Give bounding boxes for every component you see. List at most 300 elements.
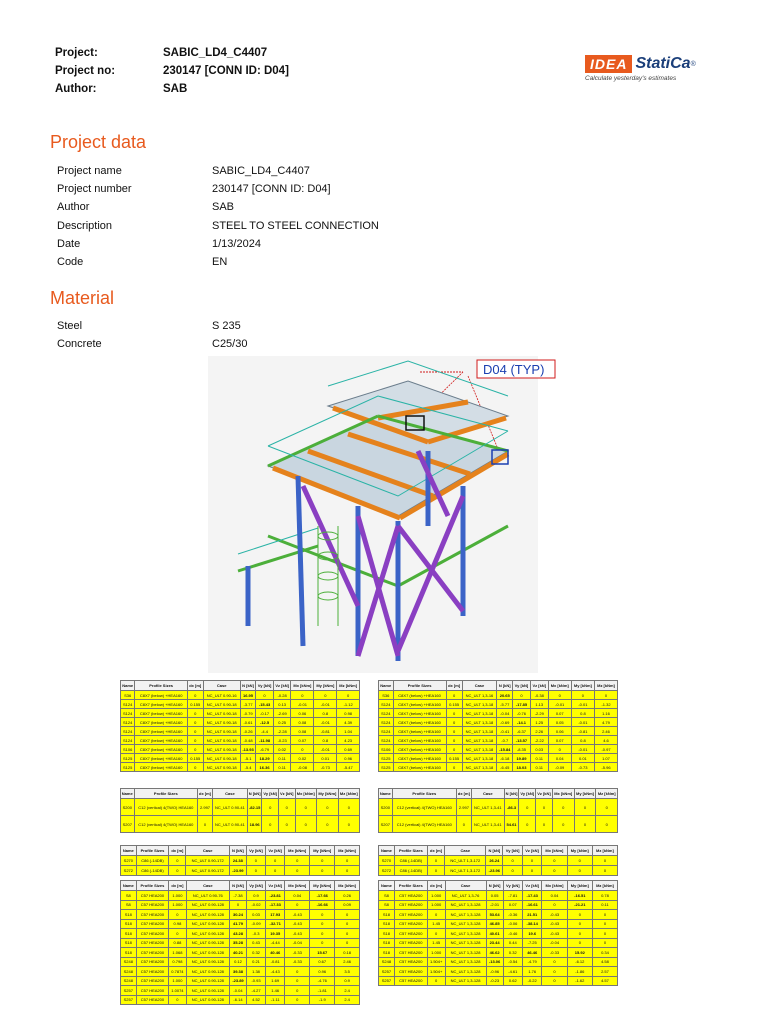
table-cell: C57 HEA200 (136, 910, 169, 920)
column-header: Mz [kNm] (596, 789, 618, 799)
table-cell: -5.47 (337, 763, 360, 772)
table-cell: 0.04 (285, 891, 310, 901)
table-cell: S272 (121, 866, 137, 876)
table-cell: -0.76 (513, 709, 531, 718)
table-cell: S18 (379, 929, 395, 939)
table-row (379, 816, 618, 833)
table-cell: NC_ULT 0.90-18 (203, 700, 240, 709)
project-data-row (57, 162, 379, 180)
table-cell: S18 (121, 938, 137, 948)
table-cell: 2.26 (530, 727, 548, 736)
table-cell: 0.02 (273, 745, 291, 754)
column-header: My [kNm] (310, 846, 335, 856)
table-cell: 0.44 (503, 938, 522, 948)
table-cell: -32.71 (266, 919, 285, 929)
table-row (379, 976, 618, 986)
table-cell: -23.96 (486, 866, 503, 876)
table-cell: -0.17 (256, 709, 274, 718)
column-header: N [kN] (486, 881, 503, 891)
table-cell: -4.43 (266, 967, 285, 977)
table-cell: -0.04 (230, 986, 247, 996)
table-cell: S124 (379, 709, 394, 718)
table-cell: 0 (552, 816, 574, 833)
table-cell: 0 (503, 866, 523, 876)
table-cell: 0.09 (335, 900, 360, 910)
table-cell: NC_ULT 1,3-128 (445, 929, 486, 939)
table-cell: 46.46 (523, 948, 542, 958)
material-label: Concrete (57, 338, 102, 351)
table-cell: C57 HEA200 (394, 976, 427, 986)
table-cell: 1.000 (427, 900, 445, 910)
table-cell: S125 (121, 754, 135, 763)
table-row (379, 856, 618, 866)
table-cell: -0.02 (246, 900, 265, 910)
column-header: Name (121, 681, 135, 691)
table-cell: 0.98 (169, 919, 186, 929)
table-cell: 0.98 (337, 709, 360, 718)
table-cell: 18.03 (513, 763, 531, 772)
table-cell: -1.62 (567, 976, 592, 986)
table-cell: -1.86 (567, 967, 592, 977)
table-cell: NC_ULT 1,3-18 (462, 736, 497, 745)
table-cell: 4.23 (337, 736, 360, 745)
table-cell: 0 (542, 967, 567, 977)
table-cell: -0.61 (240, 718, 255, 727)
table-cell: 0 (295, 799, 317, 816)
table-cell: -14.1 (513, 718, 531, 727)
table-row (379, 718, 618, 727)
column-header: Profile Sizes (135, 681, 188, 691)
table-cell: 0 (522, 866, 541, 876)
column-header: Profile Sizes (136, 881, 169, 891)
table-cell: 46.85 (486, 919, 503, 929)
table-cell: 0.12 (230, 957, 247, 967)
table-cell: 35.28 (230, 938, 247, 948)
table-cell: 0.07 (291, 736, 314, 745)
table-cell: 0 (427, 929, 445, 939)
table-cell: 0 (317, 799, 339, 816)
table-cell: 0 (187, 736, 203, 745)
table-cell: 0 (542, 866, 567, 876)
table-cell: 0 (310, 856, 335, 866)
material-heading: Material (50, 288, 115, 308)
table-cell: 1.45 (427, 938, 445, 948)
table-cell: -5.4 (240, 763, 255, 772)
table-cell: S124 (379, 736, 394, 745)
table-cell: 0.9 (246, 891, 265, 901)
column-header: N [kN] (497, 681, 513, 691)
table-cell: 0 (595, 691, 618, 700)
table-cell: 2.46 (595, 727, 618, 736)
table-cell: C8X7 (below) +HEA160 (393, 754, 446, 763)
column-header: My [kNm] (317, 789, 339, 799)
table-cell: 2.997 (198, 799, 213, 816)
table-cell: 0 (335, 938, 360, 948)
table-cell: NC_ULT 0.90-18 (203, 718, 240, 727)
table-cell: C8X7 (below) +HEA160 (393, 763, 446, 772)
author-value: SAB (163, 83, 188, 95)
table-row (379, 700, 618, 709)
forces-table (378, 880, 618, 986)
table-cell: 15.92 (567, 948, 592, 958)
column-header: My [kNm] (574, 789, 596, 799)
table-cell: 0.96 (310, 967, 335, 977)
column-header: Name (379, 789, 393, 799)
table-cell: -0.23 (486, 976, 503, 986)
table-cell: 0 (256, 691, 274, 700)
table-cell: -6.18 (497, 754, 513, 763)
table-cell: S8 (379, 891, 395, 901)
table-cell: C57 HEA200 (394, 938, 427, 948)
table-cell: -17.33 (266, 900, 285, 910)
table-cell: S248 (121, 957, 137, 967)
logo-mark: IDEA (585, 55, 632, 73)
table-cell: -16.66 (310, 900, 335, 910)
table-cell: 0 (246, 856, 265, 866)
project-data-value: EN (212, 256, 228, 269)
table-cell: 4.57 (592, 976, 617, 986)
table-cell: 0 (278, 799, 295, 816)
table-cell: 40.21 (230, 948, 247, 958)
author-label: Author: (55, 83, 97, 95)
table-cell: -0.09 (246, 919, 265, 929)
table-cell: 0.08 (291, 727, 314, 736)
forces-table (120, 788, 360, 833)
table-cell: 0 (285, 986, 310, 996)
table-cell: 1.04 (337, 727, 360, 736)
table-row (121, 957, 360, 967)
table-cell: 39.38 (230, 967, 247, 977)
table-cell: C57 HEA200 (394, 929, 427, 939)
table-row (121, 938, 360, 948)
table-row (121, 754, 360, 763)
column-header: Case (462, 681, 497, 691)
table-cell: -6.12 (567, 957, 592, 967)
table-row (121, 856, 360, 866)
table-cell: 0 (446, 718, 462, 727)
table-cell: 0 (338, 799, 359, 816)
table-cell: S106 (121, 745, 135, 754)
table-cell: 0 (187, 718, 203, 727)
table-cell: -0.06 (503, 919, 522, 929)
column-header: Vz [kN] (522, 846, 541, 856)
table-cell: 0.155 (446, 754, 462, 763)
table-cell: 0.67 (310, 957, 335, 967)
column-header: Case (471, 789, 504, 799)
table-cell: -17.85 (513, 700, 531, 709)
table-cell: S36 (121, 691, 135, 700)
table-cell: 0.07 (548, 736, 571, 745)
table-cell: -0.46 (503, 929, 522, 939)
table-cell: 0.05 (486, 891, 503, 901)
table-cell: 0 (291, 691, 314, 700)
column-header: Name (379, 846, 395, 856)
table-cell: -0.36 (503, 910, 522, 920)
table-cell: C8X7 (below) +HEA160 (135, 745, 188, 754)
table-row (379, 727, 618, 736)
table-cell: -0.01 (314, 700, 337, 709)
table-cell: 1.0074 (169, 986, 186, 996)
table-cell: C57 HEA200 (136, 891, 169, 901)
table-cell: C8X7 (below) +HEA160 (393, 709, 446, 718)
table-header-row (379, 881, 618, 891)
table-cell: C57 HEA200 (136, 948, 169, 958)
table-header-row (121, 789, 360, 799)
table-cell: NC_ULT 0.90-16 (203, 691, 240, 700)
table-cell: -2.69 (273, 709, 291, 718)
table-cell: NC_ULT 1,3-172 (445, 866, 486, 876)
table-cell: -0.33 (285, 957, 310, 967)
column-header: Profile Sizes (394, 846, 427, 856)
table-cell: S270 (121, 856, 137, 866)
table-cell: C8X7 (below) +HEA160 (135, 727, 188, 736)
table-cell: NC_ULT 1,3-18 (462, 763, 497, 772)
table-cell: 2.997 (456, 799, 471, 816)
logo-tagline: Calculate yesterday's estimates (585, 75, 677, 82)
column-header: Profile Sizes (392, 789, 456, 799)
project-value: SABIC_LD4_C4407 (163, 47, 268, 59)
table-cell: -0.28 (273, 691, 291, 700)
table-cell: 0.8 (314, 736, 337, 745)
table-cell: C57 HEA200 (394, 891, 427, 901)
table-cell: NC_ULT 1,3-18 (462, 718, 497, 727)
structure-3d-model (208, 356, 545, 673)
table-cell: C57 HEA200 (394, 900, 427, 910)
column-header: Vz [kN] (536, 789, 553, 799)
column-header: Mz [kNm] (337, 681, 360, 691)
project-data-row (57, 235, 379, 253)
table-cell: -0.96 (486, 967, 503, 977)
table-cell: -2.28 (273, 727, 291, 736)
table-cell: -0.01 (291, 700, 314, 709)
table-row (379, 910, 618, 920)
table-cell: 1.000 (427, 948, 445, 958)
table-cell: C12 (vertical) 4(TWO) HEA160 (392, 816, 456, 833)
table-row (121, 763, 360, 772)
table-cell: 19.89 (513, 754, 531, 763)
column-header: Profile Sizes (394, 881, 427, 891)
table-cell: 19.6 (523, 929, 542, 939)
table-row (121, 700, 360, 709)
table-cell: 0.03 (246, 910, 265, 920)
table-cell: 0 (285, 967, 310, 977)
column-header: My [kNm] (571, 681, 594, 691)
table-cell: -15.43 (256, 700, 274, 709)
table-cell: S257 (121, 995, 137, 1005)
table-cell: C8X7 (below) +HEA160 (393, 736, 446, 745)
table-row (121, 691, 360, 700)
table-row (121, 799, 360, 816)
project-data-row (57, 198, 379, 216)
column-header: Vy [kN] (519, 789, 536, 799)
table-cell: NC_ULT 0.90-128 (186, 967, 229, 977)
table-cell: -0.23 (273, 736, 291, 745)
table-cell: 0 (317, 816, 339, 833)
column-header: N [kN] (229, 846, 246, 856)
table-cell: -15.84 (497, 745, 513, 754)
table-cell: 1.76 (523, 967, 542, 977)
forces-table (378, 680, 618, 772)
table-cell: 0 (567, 919, 592, 929)
table-cell: 0 (169, 856, 186, 866)
table-cell: 1.068 (169, 948, 186, 958)
table-cell: -0.54 (503, 957, 522, 967)
table-cell: 0.02 (291, 754, 314, 763)
column-header: Mz [kNm] (595, 681, 618, 691)
table-row (121, 976, 360, 986)
table-cell: 1.504+ (427, 957, 445, 967)
column-header: Vy [kN] (256, 681, 274, 691)
table-cell: S18 (121, 910, 137, 920)
table-cell: 1.000 (169, 891, 186, 901)
table-cell: S207 (379, 816, 393, 833)
table-cell: S18 (121, 948, 137, 958)
table-cell: C57 HEA200 (136, 967, 169, 977)
table-cell: 0 (446, 763, 462, 772)
table-cell: 0.07 (503, 900, 522, 910)
column-header: Profile Sizes (136, 846, 169, 856)
table-cell: 1.13 (530, 700, 548, 709)
table-cell: -0.81 (314, 727, 337, 736)
table-cell: -0.01 (548, 700, 571, 709)
table-cell: NC_ULT 0.90-18 (203, 736, 240, 745)
table-cell: C57 HEA200 (136, 995, 169, 1005)
table-cell: -1.32 (595, 700, 618, 709)
project-data-value: SABIC_LD4_C4407 (212, 165, 310, 178)
table-cell: 0 (187, 727, 203, 736)
table-cell: NC_ULT 0.90-172 (186, 856, 230, 866)
table-cell: 0 (567, 929, 592, 939)
forces-table (120, 680, 360, 772)
table-cell: 0.26 (335, 891, 360, 901)
table-cell: S124 (121, 709, 135, 718)
table-cell: NC_ULT 0.90-128 (186, 938, 229, 948)
column-header: Case (445, 881, 486, 891)
table-cell: -0.41 (497, 727, 513, 736)
table-cell: -5.77 (497, 700, 513, 709)
column-header: Name (121, 789, 135, 799)
table-cell: C57 HEA200 (394, 910, 427, 920)
table-cell: 0 (335, 866, 360, 876)
table-cell: 0 (592, 866, 617, 876)
table-cell: S18 (379, 948, 395, 958)
table-cell: 0 (285, 856, 310, 866)
project-no-label: Project no: (55, 65, 116, 77)
column-header: N [kN] (247, 789, 261, 799)
table-cell: -6.14 (230, 995, 247, 1005)
table-row (121, 986, 360, 996)
table-cell: C8X7 (below) +HEA160 (135, 736, 188, 745)
table-row (121, 709, 360, 718)
table-cell: 1.16 (595, 709, 618, 718)
table-cell: C57 HEA200 (136, 938, 169, 948)
table-cell: NC_ULT 0.90-18 (203, 745, 240, 754)
table-row (121, 929, 360, 939)
table-cell: 46.62 (486, 948, 503, 958)
table-cell: -0.48 (240, 736, 255, 745)
table-row (121, 995, 360, 1005)
table-cell: -0.97 (595, 745, 618, 754)
table-cell: S124 (121, 736, 135, 745)
column-header: Vz [kN] (523, 881, 542, 891)
project-data-value: SAB (212, 201, 235, 214)
table-cell: 1.69 (266, 976, 285, 986)
table-cell: -0.3 (246, 929, 265, 939)
table-cell: -5.1 (240, 754, 255, 763)
column-header: Case (203, 681, 240, 691)
table-cell: -0.38 (530, 691, 548, 700)
table-cell: -1.81 (310, 986, 335, 996)
table-cell: 0 (335, 910, 360, 920)
table-cell: S125 (121, 763, 135, 772)
table-cell: 0 (519, 816, 536, 833)
table-cell: -0.7 (497, 736, 513, 745)
table-cell: 0 (456, 816, 471, 833)
table-cell: -7.38 (230, 891, 247, 901)
table-cell: 0 (338, 816, 359, 833)
table-cell: 0.11 (273, 763, 291, 772)
table-cell: 0 (536, 799, 553, 816)
table-cell: 0.78 (592, 891, 617, 901)
table-cell: 0.88 (169, 938, 186, 948)
column-header: Mx [kNm] (291, 681, 314, 691)
table-cell: NC_ULT 1,3-18 (462, 700, 497, 709)
table-row (121, 910, 360, 920)
table-cell: NC_ULT 1,3-41 (471, 799, 504, 816)
table-cell: 19.35 (266, 929, 285, 939)
table-row (121, 866, 360, 876)
table-cell: NC_ULT 1,3-128 (445, 900, 486, 910)
table-cell: 2.4 (335, 986, 360, 996)
table-cell: 15.67 (310, 948, 335, 958)
table-cell: 0 (592, 929, 617, 939)
table-cell: C8X7 (below) +HEA160 (393, 745, 446, 754)
table-cell: S124 (121, 727, 135, 736)
table-cell: 0.07 (548, 709, 571, 718)
table-cell: S125 (379, 763, 394, 772)
table-cell: 0 (571, 691, 594, 700)
column-header: My [kNm] (314, 681, 337, 691)
table-cell: 0.32 (246, 948, 265, 958)
table-row (121, 727, 360, 736)
column-header: My [kNm] (310, 881, 335, 891)
table-cell: 0.62 (503, 976, 522, 986)
table-cell: -0.26 (240, 727, 255, 736)
project-data-label: Project name (57, 165, 122, 178)
author-row (55, 80, 715, 98)
table-cell: NC_ULT 0.90-128 (186, 948, 229, 958)
table-cell: -3.77 (240, 700, 255, 709)
table-cell: S200 (121, 799, 135, 816)
table-header-row (121, 681, 360, 691)
table-header-row (379, 789, 618, 799)
table-cell: 0 (169, 866, 186, 876)
forces-table (378, 845, 618, 876)
column-header: dx [m] (187, 681, 203, 691)
column-header: Vz [kN] (266, 881, 285, 891)
table-cell: 0 (592, 856, 617, 866)
table-cell: S8 (121, 900, 137, 910)
table-cell: S200 (379, 799, 393, 816)
table-cell: S8 (121, 891, 137, 901)
table-cell: C57 HEA200 (394, 948, 427, 958)
table-cell: -2.22 (530, 736, 548, 745)
table-cell: 0 (262, 799, 279, 816)
column-header: dx [m] (446, 681, 462, 691)
table-cell: NC_ULT 0.90-128 (186, 900, 229, 910)
table-cell: C86 (-14DB) (394, 856, 427, 866)
table-cell: 0 (596, 799, 618, 816)
